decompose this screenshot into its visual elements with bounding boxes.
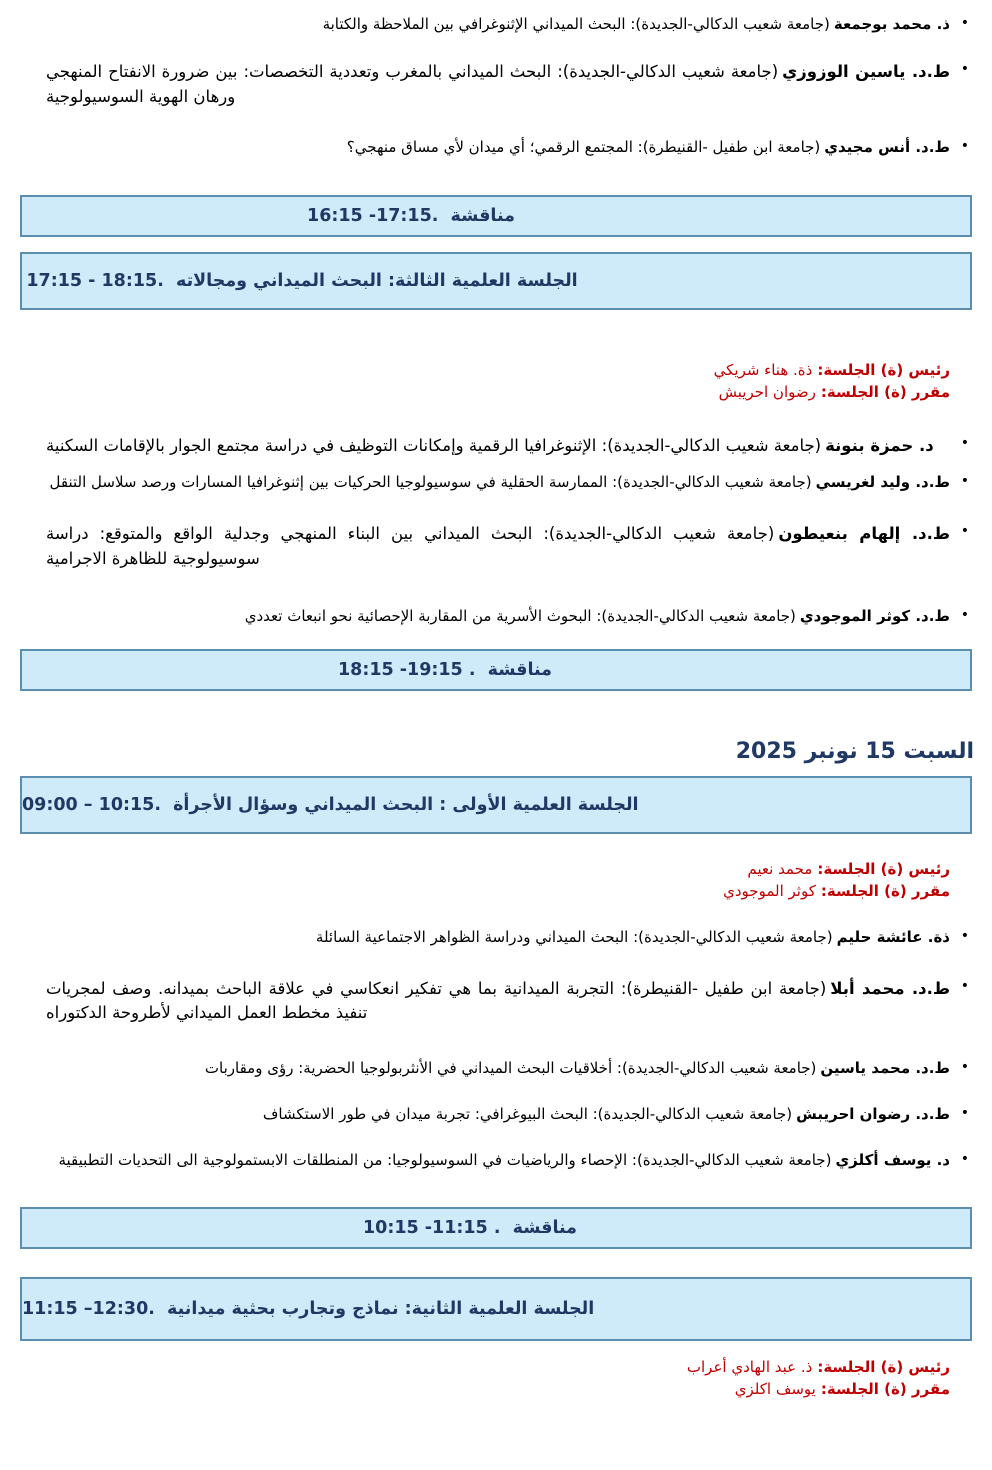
presenter-list-session-1 — [16, 927, 976, 1172]
presenter-name: ط.د. ياسين الوزوزي — [782, 61, 950, 81]
presenter-name: ط.د. كوثر الموجودي — [799, 606, 950, 625]
bullet-icon: • — [960, 15, 969, 31]
rapporteur-name: يوسف اكلزي — [734, 1380, 816, 1398]
presenter-item — [16, 60, 976, 110]
bullet-icon: • — [960, 60, 969, 77]
time-banner-session-2 — [20, 1277, 972, 1341]
presenter-item — [16, 606, 976, 628]
banner-title: الجلسة العلمية الثانية: نماذج وتجارب بحثية ميدانية — [167, 1299, 595, 1320]
rapporteur-name: كوثر الموجودي — [723, 882, 816, 900]
time-banner-session-3 — [20, 252, 972, 310]
session-3-chairs — [16, 360, 976, 404]
presenter-text — [16, 606, 950, 628]
banner-time: 16:15 -17:15. — [307, 206, 439, 226]
day-header: السبت 15 نونبر 2025 — [735, 739, 974, 765]
presenter-item — [16, 1104, 976, 1126]
presenter-topic: (جامعة شعيب الدكالي-الجديدة): أخلاقيات البحث الميداني في الأنثربولوجيا الحضرية: رؤى ومقاربات — [204, 1059, 817, 1077]
presenter-name: ذ. محمد بوجمعة — [833, 15, 950, 33]
presenter-topic: (جامعة شعيب الدكالي-الجديدة): البحوث الأسرية من المقاربة الإحصائية نحو انبعاث تعددي — [244, 606, 796, 625]
presenter-topic: (جامعة شعيب الدكالي-الجديدة): البحث الميداني ودراسة الظواهر الاجتماعية السائلة — [315, 927, 833, 946]
banner-title: مناقشة — [450, 206, 515, 226]
presenter-topic: (جامعة ابن طفيل -القنيطرة): المجتمع الرقمي؛ أي ميدان لأي مساق منهجي؟ — [346, 138, 821, 157]
conference-program-page — [16, 14, 976, 1401]
presenter-item — [16, 522, 976, 572]
presenter-text — [16, 1058, 950, 1080]
presenter-name: ط.د. وليد لغريسي — [815, 473, 950, 492]
rapporteur-label: مقرر (ة) الجلسة: — [820, 882, 950, 900]
rapporteur-label: مقرر (ة) الجلسة: — [820, 382, 950, 401]
presenter-name: ذة. عائشة حليم — [836, 927, 950, 946]
presenter-text — [16, 1104, 950, 1126]
chair-name: محمد نعيم — [747, 860, 813, 879]
banner-title: الجلسة العلمية الأولى : البحث الميداني وسؤال الأجرأة — [173, 795, 639, 816]
presenter-topic: (جامعة ابن طفيل -القنيطرة): التجربة الميدانية بما هي تفكير انعكاسي في علاقة الباحث بميدانه. وصف لمجريات تنفيذ مخطط العمل الميداني لأطروحة الدكتوراه — [46, 978, 827, 1023]
rapporteur-label: مقرر (ة) الجلسة: — [820, 1380, 950, 1398]
chair-name: ذ. عبد الهادي أعراب — [686, 1358, 813, 1377]
presenter-text — [16, 927, 950, 949]
bullet-icon: • — [960, 138, 969, 155]
chair-line — [16, 1357, 950, 1379]
time-banner-discussion-2 — [20, 649, 972, 691]
bullet-icon: • — [960, 977, 969, 994]
bullet-icon: • — [960, 1150, 969, 1167]
chair-line — [16, 360, 950, 382]
presenter-text — [16, 60, 950, 110]
presenter-item — [16, 1058, 976, 1080]
banner-title: مناقشة — [487, 660, 553, 681]
session-2-chairs — [16, 1357, 976, 1401]
bullet-icon: • — [960, 523, 969, 539]
chair-label: رئيس (ة) الجلسة: — [817, 361, 950, 379]
banner-title: مناقشة — [512, 1218, 578, 1239]
presenter-item — [16, 927, 976, 949]
banner-time: 09:00 – 10:15. — [22, 795, 161, 816]
presenter-text — [16, 434, 950, 459]
chair-label: رئيس (ة) الجلسة: — [817, 860, 950, 879]
chair-label: رئيس (ة) الجلسة: — [817, 1358, 950, 1377]
presenter-topic: (جامعة شعيب الدكالي-الجديدة): الإحصاء والرياضيات في السوسيولوجيا: من المنطلقات الابستمولوجية الى التحديات التطبيقية — [58, 1150, 832, 1169]
rapporteur-name: رضوان احريبش — [718, 382, 816, 401]
presenter-name: ط.د. محمد أبلا — [830, 978, 950, 998]
presenter-item — [16, 1150, 976, 1172]
presenter-item — [16, 14, 976, 36]
chair-line — [16, 859, 950, 881]
presenter-item — [16, 472, 976, 494]
presenter-item — [16, 434, 976, 459]
rapporteur-line — [16, 881, 950, 903]
presenter-text — [16, 522, 950, 572]
presenter-name: د. يوسف أكلزي — [835, 1150, 950, 1169]
banner-time: 11:15 –12:30. — [22, 1299, 155, 1320]
banner-time: 10:15 -11:15 . — [362, 1218, 501, 1239]
banner-time: 17:15 - 18:15. — [26, 271, 164, 291]
bullet-icon: • — [960, 473, 969, 490]
presenter-name: ط.د. محمد ياسين — [820, 1059, 950, 1077]
presenter-list-session-3 — [16, 434, 976, 628]
chair-name: ذة. هناء شريكي — [713, 361, 813, 379]
time-banner-discussion-3 — [20, 1207, 972, 1249]
rapporteur-line — [16, 382, 950, 404]
presenter-topic: (جامعة شعيب الدكالي-الجديدة): البحث الميداني الإثنوغرافي بين الملاحظة والكتابة — [322, 15, 830, 33]
presenter-topic: (جامعة شعيب الدكالي-الجديدة): الممارسة الحقلية في سوسيولوجيا الحركيات بين إثنوغرافيا المسارات ورصد سلاسل التنقل — [49, 473, 812, 492]
presenter-topic: (جامعة شعيب الدكالي-الجديدة): الإثنوغرافيا الرقمية وإمكانات التوظيف في دراسة مجتمع الجوار بالإقامات السكنية — [46, 435, 822, 455]
presenter-text — [16, 137, 950, 159]
bullet-icon: • — [960, 434, 969, 451]
presenter-name: ط.د. أنس مجيدي — [824, 138, 950, 157]
rapporteur-line — [16, 1379, 950, 1401]
presenter-text — [16, 977, 950, 1027]
presenter-item — [16, 977, 976, 1027]
presenter-text — [16, 14, 950, 36]
time-banner-session-1 — [20, 776, 972, 834]
time-banner-discussion-1 — [20, 195, 972, 237]
bullet-icon: • — [960, 1104, 969, 1121]
banner-title: الجلسة العلمية الثالثة: البحث الميداني ومجالاته — [175, 271, 578, 291]
bullet-icon: • — [960, 606, 969, 623]
banner-time: 18:15 -19:15 . — [337, 660, 476, 681]
presenter-text — [16, 1150, 950, 1172]
presenter-text — [16, 472, 950, 494]
bullet-icon: • — [960, 1059, 969, 1075]
presenter-topic: (جامعة شعيب الدكالي-الجديدة): البحث الميداني بين البناء المنهجي وجدلية الواقع والمتوقع: دراسة سوسيولوجية للظاهرة الاجرامية — [46, 524, 775, 568]
presenter-topic: (جامعة شعيب الدكالي-الجديدة): البحث الميداني بالمغرب وتعددية التخصصات: بين ضرورة الانفتاح المنهجي ورهان الهوية السوسيولوجية — [46, 61, 779, 106]
presenter-list-top — [16, 14, 976, 159]
session-1-chairs — [16, 859, 976, 903]
presenter-item — [16, 137, 976, 159]
bullet-icon: • — [960, 927, 969, 944]
presenter-name: ط.د. رضوان احريبش — [796, 1104, 950, 1123]
presenter-name: ط.د. إلهام بنعيطون — [778, 524, 950, 543]
presenter-name: د. حمزة بنونة — [825, 435, 934, 455]
presenter-topic: (جامعة شعيب الدكالي-الجديدة): البحث البيوغرافي: تجربة ميدان في طور الاستكشاف — [262, 1104, 793, 1123]
